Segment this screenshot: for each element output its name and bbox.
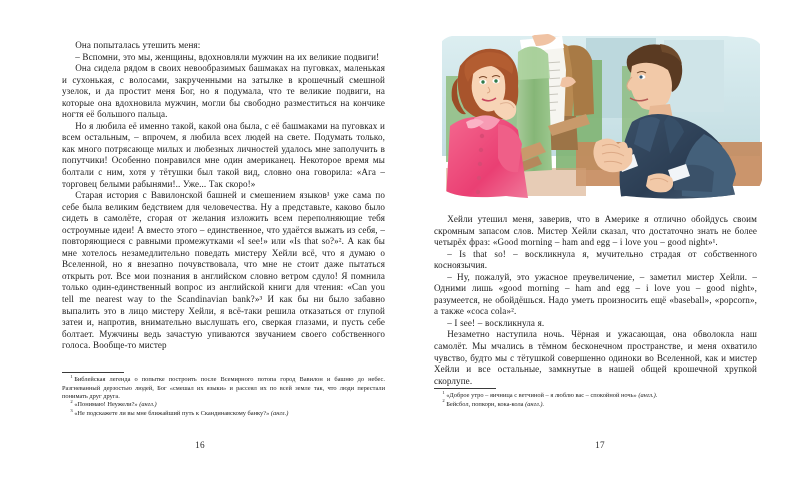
page-number: 16 — [195, 440, 205, 450]
footnote-text: Библейская легенда о попытке построить после Всемирного потопа город Вавилон и башню до небес. Разгневанный дерзостью людей, Бог «смешал их языки» и рассеял их по всей земле так, что люди перестали понимать друг друга. — [62, 376, 385, 400]
paragraph: – Вспомни, это мы, женщины, вдохновляли мужчин на их великие подвиги! — [75, 51, 380, 62]
page-number: 17 — [595, 440, 605, 450]
footnotes-right — [434, 388, 757, 409]
footnote-item — [62, 407, 385, 418]
paragraph: Она попыталась утешить меня: — [75, 40, 201, 50]
footnote-lang: (англ.) — [139, 401, 157, 409]
illustration-container — [436, 30, 766, 210]
footnote-lang: (англ.). — [525, 400, 545, 408]
footnote-mark: 1 — [442, 390, 445, 396]
footnote-item — [434, 392, 757, 400]
footnote-mark: 3 — [70, 407, 73, 413]
paragraph: Незаметно наступила ночь. Чёрная и ужасающая, она обволокла наш самолёт. Мы мчались в тёмном бесконечном пространстве, и меня охватило чувство, будто мы с тётушкой совершенно одиноки во Вселенной, как и мистер Хейли и все остальные, замкнутые в нашей общей крошечной хрупкой скорлупе. — [434, 329, 757, 386]
footnote-lang: (англ.). — [638, 392, 658, 400]
paragraph: Старая история с Вавилонской башней и смешением языков¹ уже сама по себе была великим бедствием для человечества. Ну а представьте, каково было сидеть в самолёте, сгорая от желания изложить всем переполняющие тебя остроумные идеи! А вместо этого – единственное, что удаётся выжать из себя, – повторяющиеся с равными промежутками «I see!» или «Is that so?»². А как бы мне хотелось незамедлительно поведать мистеру Хейли всё, что я думаю о Вселенной, но я внезапно почувствовала, что мне не стоит даже пытаться открыть рот. Все мои познания в английском словно ветром сдуло! Я помнила только один-единственный вопрос из английской книги для чтения: «Can you tell me nearest way to the Scandinavian bank?»³ И как бы ни было забавно выпалить это в лицо мистеру Хейли, я всё-таки решила отказаться от глупой затеи и, напротив, внимательно выслушать его, сверкая глазами, и пусть себе болтает. Мужчины ведь зачастую упиваются звучанием своего собственного голоса. Вообще-то мистер — [62, 190, 385, 351]
footnote-text: Бейсбол, попкорн, кока-кола — [446, 400, 524, 408]
footnote-mark: 2 — [442, 398, 445, 404]
footnote-text: «Не подскажете ли вы мне ближайший путь к Скандинавскому банку?» — [74, 409, 270, 417]
paragraph: – Is that so! – воскликнула я, мучительно страдая от собственного косноязычия. — [434, 248, 757, 271]
paragraph: Она сидела рядом в своих невообразимых башмаках на пуговках, маленькая и сухонькая, с волосами, закрученными на затылке в крошечный смешной узелок, и да простит меня Бог, но я подумала, что те великие подвиги, на которые она вдохновила мужчин, могли бы свободно разместиться на кончике ногтя её большого пальца. — [62, 63, 385, 120]
page-right — [400, 0, 800, 482]
footnote-mark: 2 — [70, 399, 73, 405]
footnote-mark: 1 — [70, 374, 73, 380]
footnote-text: «Понимаю! Неужели?» — [74, 401, 138, 409]
footnote-rule — [62, 372, 124, 373]
paragraph: Но я любила её именно такой, какой она была, с её башмаками на пуговках и всем остальным, – впрочем, я любила всех людей на свете. Подумать только, как много потрясающе милых и любезных личностей удалось мне заполучить в попутчики! Особенно понравился мне один американец. Некоторое время мы болтали с ним, хотя у тётушки был такой вид, словно она говорила: «Ага – торговец белыми рабынями!.. Уже... Так скоро!» — [62, 120, 385, 189]
footnote-item — [62, 401, 385, 409]
airplane-cabin-illustration — [436, 30, 766, 210]
body-text-left — [62, 40, 385, 352]
body-text-right — [434, 214, 757, 387]
footnote-item — [62, 376, 385, 401]
footnote-lang: (англ.) — [270, 409, 289, 417]
footnote-text: «Доброе утро – яичница с ветчиной – я люблю вас – спокойной ночь» — [446, 392, 637, 400]
footnotes-left — [62, 372, 385, 418]
footnote-rule — [434, 388, 496, 389]
paragraph: – I see! – воскликнула я. — [447, 317, 545, 328]
footnote-item — [434, 398, 757, 409]
paragraph: Хейли утешил меня, заверив, что в Америке я отлично обойдусь своим скромным запасом слов. Мистер Хейли сказал, что достаточно знать не более четырёх фраз: «Good morning – ham and egg – i love you – good night»¹. — [434, 214, 757, 248]
paragraph: – Ну, пожалуй, это ужасное преувеличение, – заметил мистер Хейли. – Одними лишь «good morning – ham and egg – i love you – good night», разумеется, не обойдёшься. Надо уметь произносить ещё «baseball», «popcorn», а также «coca cola»². — [434, 271, 757, 317]
